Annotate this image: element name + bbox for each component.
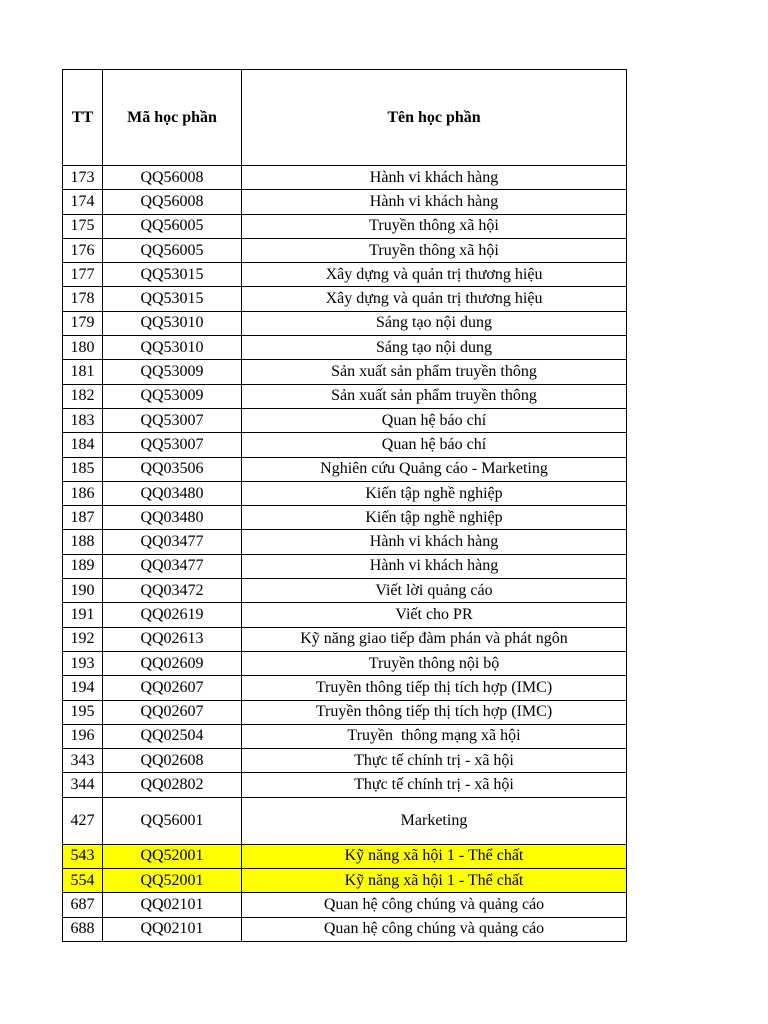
row-course-code: QQ02504 <box>103 724 242 748</box>
table-row <box>63 700 627 724</box>
row-tt: 180 <box>63 336 103 360</box>
row-course-name: Truyền thông xã hội <box>242 214 627 238</box>
row-course-code: QQ02613 <box>103 627 242 651</box>
row-course-code: QQ56008 <box>103 190 242 214</box>
row-course-name: Xây dựng và quản trị thương hiệu <box>242 263 627 287</box>
table-row <box>63 773 627 797</box>
row-course-name: Quan hệ báo chí <box>242 408 627 432</box>
row-course-name: Quan hệ báo chí <box>242 433 627 457</box>
row-course-code: QQ56005 <box>103 214 242 238</box>
row-course-code: QQ03506 <box>103 457 242 481</box>
row-course-name: Marketing <box>242 797 627 844</box>
row-tt: 192 <box>63 627 103 651</box>
table-row <box>63 166 627 190</box>
row-tt: 187 <box>63 506 103 530</box>
table-row <box>63 336 627 360</box>
row-tt: 175 <box>63 214 103 238</box>
row-course-code: QQ53015 <box>103 287 242 311</box>
table-row <box>63 384 627 408</box>
row-tt: 173 <box>63 166 103 190</box>
table-row <box>63 481 627 505</box>
table-row <box>63 360 627 384</box>
row-tt: 181 <box>63 360 103 384</box>
row-course-name: Viết cho PR <box>242 603 627 627</box>
row-course-code: QQ03480 <box>103 481 242 505</box>
row-course-name: Quan hệ công chúng và quảng cáo <box>242 917 627 941</box>
row-tt: 182 <box>63 384 103 408</box>
row-tt: 183 <box>63 408 103 432</box>
row-tt: 543 <box>63 844 103 868</box>
row-tt: 554 <box>63 869 103 893</box>
row-course-code: QQ02101 <box>103 893 242 917</box>
row-tt: 193 <box>63 651 103 675</box>
row-tt: 427 <box>63 797 103 844</box>
row-course-name: Truyền thông tiếp thị tích hợp (IMC) <box>242 700 627 724</box>
table-row <box>63 749 627 773</box>
table-row <box>63 433 627 457</box>
row-course-name: Truyền thông tiếp thị tích hợp (IMC) <box>242 676 627 700</box>
row-course-name: Kỹ năng xã hội 1 - Thể chất <box>242 869 627 893</box>
row-course-name: Thực tế chính trị - xã hội <box>242 773 627 797</box>
table-row <box>63 263 627 287</box>
row-course-code: QQ56008 <box>103 166 242 190</box>
table-row <box>63 797 627 844</box>
row-course-code: QQ03477 <box>103 530 242 554</box>
row-course-name: Kỹ năng xã hội 1 - Thể chất <box>242 844 627 868</box>
row-course-code: QQ53009 <box>103 384 242 408</box>
row-tt: 688 <box>63 917 103 941</box>
row-course-name: Truyền thông nội bộ <box>242 651 627 675</box>
table-row <box>63 238 627 262</box>
table-row-highlighted <box>63 844 627 868</box>
row-course-name: Viết lời quảng cáo <box>242 579 627 603</box>
table-row-highlighted <box>63 869 627 893</box>
table-row <box>63 893 627 917</box>
row-tt: 194 <box>63 676 103 700</box>
row-course-name: Sáng tạo nội dung <box>242 311 627 335</box>
table-row <box>63 506 627 530</box>
table-row <box>63 530 627 554</box>
row-course-code: QQ03480 <box>103 506 242 530</box>
row-tt: 190 <box>63 579 103 603</box>
header-course-code: Mã học phần <box>103 70 242 166</box>
row-course-name: Kỹ năng giao tiếp đàm phán và phát ngôn <box>242 627 627 651</box>
header-row <box>63 70 627 166</box>
table-row <box>63 457 627 481</box>
row-course-name: Xây dựng và quản trị thương hiệu <box>242 287 627 311</box>
row-course-name: Thực tế chính trị - xã hội <box>242 749 627 773</box>
table-row <box>63 627 627 651</box>
row-course-code: QQ02101 <box>103 917 242 941</box>
row-course-code: QQ02802 <box>103 773 242 797</box>
table-row <box>63 311 627 335</box>
table-row <box>63 917 627 941</box>
row-course-code: QQ56005 <box>103 238 242 262</box>
row-tt: 174 <box>63 190 103 214</box>
row-tt: 687 <box>63 893 103 917</box>
row-course-code: QQ02607 <box>103 700 242 724</box>
row-course-name: Hành vi khách hàng <box>242 554 627 578</box>
table-body <box>63 166 627 942</box>
row-tt: 195 <box>63 700 103 724</box>
row-course-name: Sản xuất sản phẩm truyền thông <box>242 384 627 408</box>
row-course-code: QQ02607 <box>103 676 242 700</box>
row-tt: 177 <box>63 263 103 287</box>
row-course-name: Hành vi khách hàng <box>242 530 627 554</box>
row-course-code: QQ02619 <box>103 603 242 627</box>
row-course-code: QQ02608 <box>103 749 242 773</box>
row-course-code: QQ52001 <box>103 869 242 893</box>
row-course-name: Nghiên cứu Quảng cáo - Marketing <box>242 457 627 481</box>
row-course-name: Sản xuất sản phẩm truyền thông <box>242 360 627 384</box>
table-row <box>63 408 627 432</box>
course-table <box>62 69 627 942</box>
row-tt: 189 <box>63 554 103 578</box>
row-course-name: Quan hệ công chúng và quảng cáo <box>242 893 627 917</box>
row-tt: 185 <box>63 457 103 481</box>
row-course-code: QQ56001 <box>103 797 242 844</box>
row-tt: 188 <box>63 530 103 554</box>
table-row <box>63 579 627 603</box>
row-course-name: Hành vi khách hàng <box>242 190 627 214</box>
row-tt: 196 <box>63 724 103 748</box>
row-course-code: QQ53007 <box>103 433 242 457</box>
row-course-code: QQ03477 <box>103 554 242 578</box>
row-course-code: QQ53009 <box>103 360 242 384</box>
row-course-name: Truyền thông mạng xã hội <box>242 724 627 748</box>
table-row <box>63 214 627 238</box>
row-tt: 343 <box>63 749 103 773</box>
row-course-code: QQ53015 <box>103 263 242 287</box>
row-course-name: Truyền thông xã hội <box>242 238 627 262</box>
row-tt: 344 <box>63 773 103 797</box>
table-row <box>63 287 627 311</box>
row-course-code: QQ52001 <box>103 844 242 868</box>
table-row <box>63 603 627 627</box>
row-course-name: Kiến tập nghề nghiệp <box>242 506 627 530</box>
row-course-code: QQ53010 <box>103 336 242 360</box>
row-course-code: QQ03472 <box>103 579 242 603</box>
header-tt: TT <box>63 70 103 166</box>
row-tt: 178 <box>63 287 103 311</box>
table-row <box>63 190 627 214</box>
row-tt: 176 <box>63 238 103 262</box>
row-course-name: Sáng tạo nội dung <box>242 336 627 360</box>
table-row <box>63 651 627 675</box>
table-row <box>63 554 627 578</box>
header-course-name: Tên học phần <box>242 70 627 166</box>
row-tt: 179 <box>63 311 103 335</box>
row-course-name: Kiến tập nghề nghiệp <box>242 481 627 505</box>
row-tt: 186 <box>63 481 103 505</box>
table-header <box>63 70 627 166</box>
row-course-code: QQ53010 <box>103 311 242 335</box>
row-tt: 191 <box>63 603 103 627</box>
row-course-name: Hành vi khách hàng <box>242 166 627 190</box>
row-course-code: QQ02609 <box>103 651 242 675</box>
table-row <box>63 676 627 700</box>
row-course-code: QQ53007 <box>103 408 242 432</box>
table-row <box>63 724 627 748</box>
row-tt: 184 <box>63 433 103 457</box>
